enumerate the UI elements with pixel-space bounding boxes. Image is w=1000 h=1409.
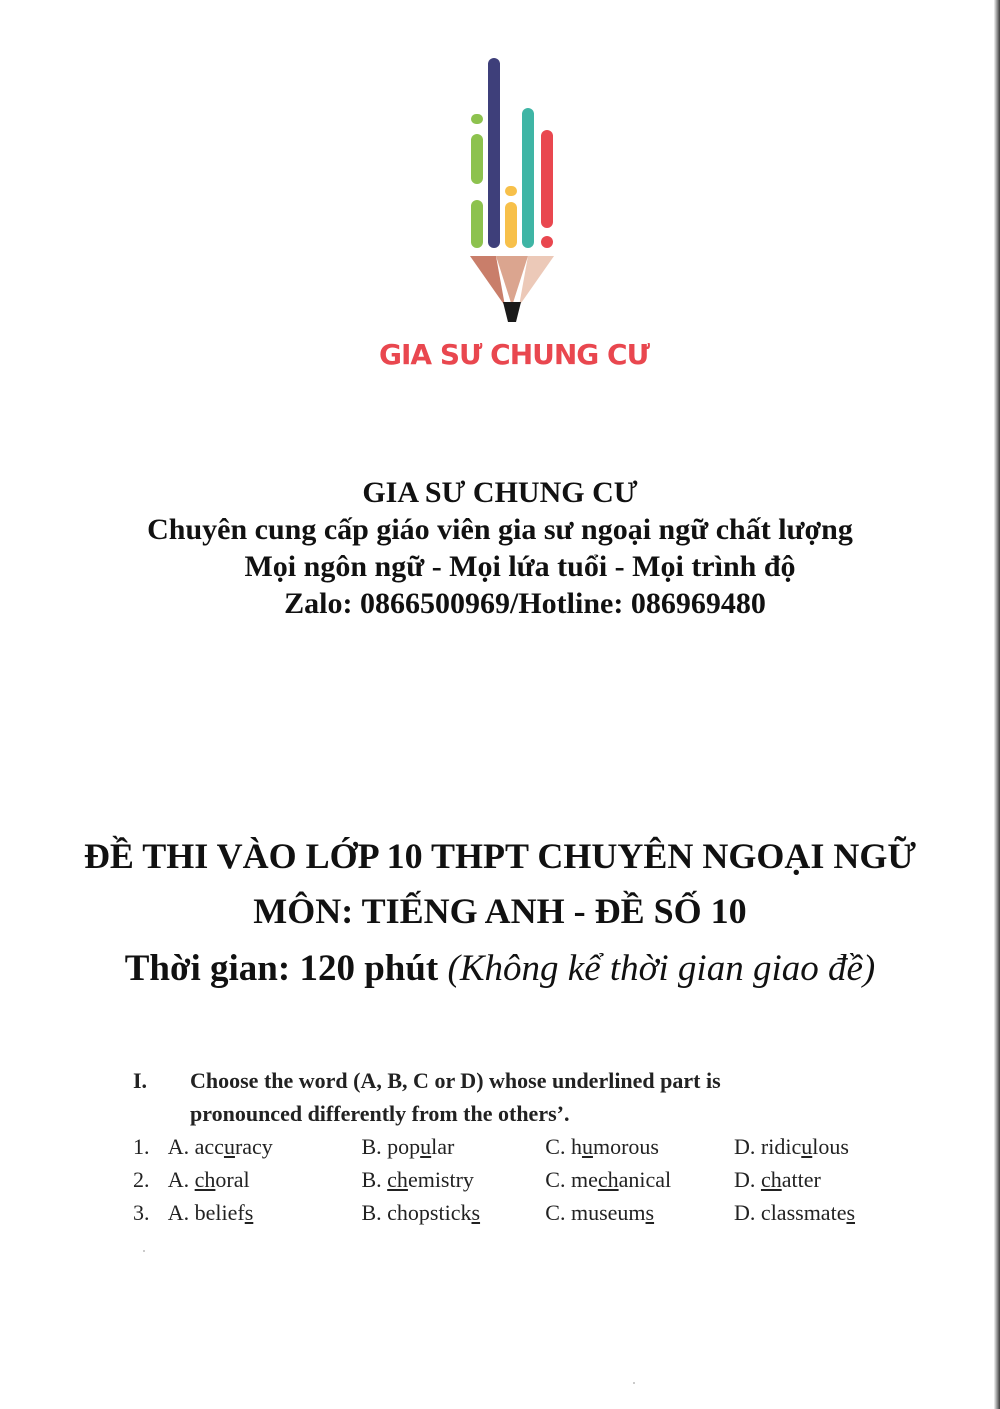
underlined-part: s [645, 1200, 655, 1225]
option-text: emistry [407, 1167, 474, 1192]
org-name: GIA SƯ CHUNG CƯ [362, 476, 638, 509]
option-text: D. [734, 1167, 761, 1192]
option-text: C. museum [545, 1200, 646, 1225]
logo-bar-red [541, 130, 553, 228]
question-number: 3. [133, 1200, 150, 1225]
option-text: racy [234, 1134, 273, 1159]
logo-bar-green-bottom [471, 200, 483, 248]
org-contact: Zalo: 0866500969/Hotline: 086969480 [284, 587, 766, 620]
underlined-part: u [420, 1134, 432, 1159]
underlined-part: ch [597, 1167, 619, 1192]
pencil-bars-logo [460, 50, 570, 330]
option-b [361, 1163, 545, 1196]
underlined-part: ch [194, 1167, 216, 1192]
scan-edge-shadow [994, 0, 1000, 1409]
exam-time-label: Thời gian: 120 phút [124, 948, 439, 989]
option-text: C. h [545, 1134, 582, 1159]
instruction-line-2: pronounced differently from the others’. [190, 1101, 570, 1126]
exam-title: ĐỀ THI VÀO LỚP 10 THPT CHUYÊN NGOẠI NGỮ [83, 836, 917, 876]
option-text: D. classmate [734, 1200, 847, 1225]
underlined-part: s [471, 1200, 481, 1225]
org-scope: Mọi ngôn ngữ - Mọi lứa tuổi - Mọi trình độ [244, 550, 796, 583]
exam-header [0, 830, 1000, 998]
option-c [545, 1196, 734, 1229]
question-number: 1. [133, 1134, 150, 1159]
option-text: A. acc [167, 1134, 224, 1159]
brand-wordmark: GIA SƯ CHUNG CƯ [379, 338, 649, 371]
section-number: I. [133, 1068, 148, 1093]
question-row [133, 1130, 893, 1163]
scan-speck [633, 1382, 635, 1384]
exam-time [0, 940, 1000, 998]
instruction-line-1: Choose the word (A, B, C or D) whose underlined part is [190, 1068, 721, 1093]
logo-bar-teal [522, 108, 534, 248]
logo-lead [503, 302, 521, 322]
section-1 [133, 1064, 893, 1229]
option-text: A. belief [167, 1200, 245, 1225]
option-text: anical [618, 1167, 672, 1192]
exam-time-note: (Không kể thời gian giao đề) [447, 948, 876, 989]
underlined-part: u [223, 1134, 235, 1159]
question-row [133, 1163, 893, 1196]
logo-bar-green-top [471, 134, 483, 184]
option-text: A. [167, 1167, 195, 1192]
option-a [168, 1130, 362, 1163]
underlined-part: s [846, 1200, 856, 1225]
underlined-part: u [581, 1134, 593, 1159]
underlined-part: ch [760, 1167, 782, 1192]
option-d [734, 1130, 893, 1163]
underlined-part: ch [387, 1167, 408, 1192]
org-info [0, 474, 1000, 622]
option-text: lous [812, 1134, 849, 1159]
logo-dot-red [541, 236, 553, 248]
logo-dot-green [471, 114, 483, 124]
option-text: B. [361, 1167, 388, 1192]
option-text: D. ridic [734, 1134, 802, 1159]
question-number: 2. [133, 1167, 150, 1192]
org-tagline: Chuyên cung cấp giáo viên gia sư ngoại ngữ chất lượng [147, 513, 853, 546]
option-text: B. chopstick [361, 1200, 472, 1225]
option-text: oral [215, 1167, 250, 1192]
logo-dot-yellow [505, 186, 517, 196]
question-row [133, 1196, 893, 1229]
option-d [734, 1163, 893, 1196]
section-1-heading [133, 1064, 893, 1130]
option-c [545, 1163, 734, 1196]
option-text: atter [781, 1167, 821, 1192]
option-text: morous [592, 1134, 659, 1159]
option-a [168, 1163, 362, 1196]
section-instruction [190, 1064, 870, 1130]
option-text: C. me [545, 1167, 598, 1192]
option-a [168, 1196, 362, 1229]
logo-bar-navy [488, 58, 500, 248]
option-d [734, 1196, 893, 1229]
logo-bar-yellow [505, 202, 517, 248]
option-b [361, 1196, 545, 1229]
scan-speck [143, 1250, 145, 1252]
option-text: B. pop [361, 1134, 421, 1159]
exam-subject: MÔN: TIẾNG ANH - ĐỀ SỐ 10 [253, 891, 747, 931]
underlined-part: s [244, 1200, 254, 1225]
option-c [545, 1130, 734, 1163]
option-b [361, 1130, 545, 1163]
underlined-part: u [801, 1134, 813, 1159]
option-text: lar [431, 1134, 455, 1159]
